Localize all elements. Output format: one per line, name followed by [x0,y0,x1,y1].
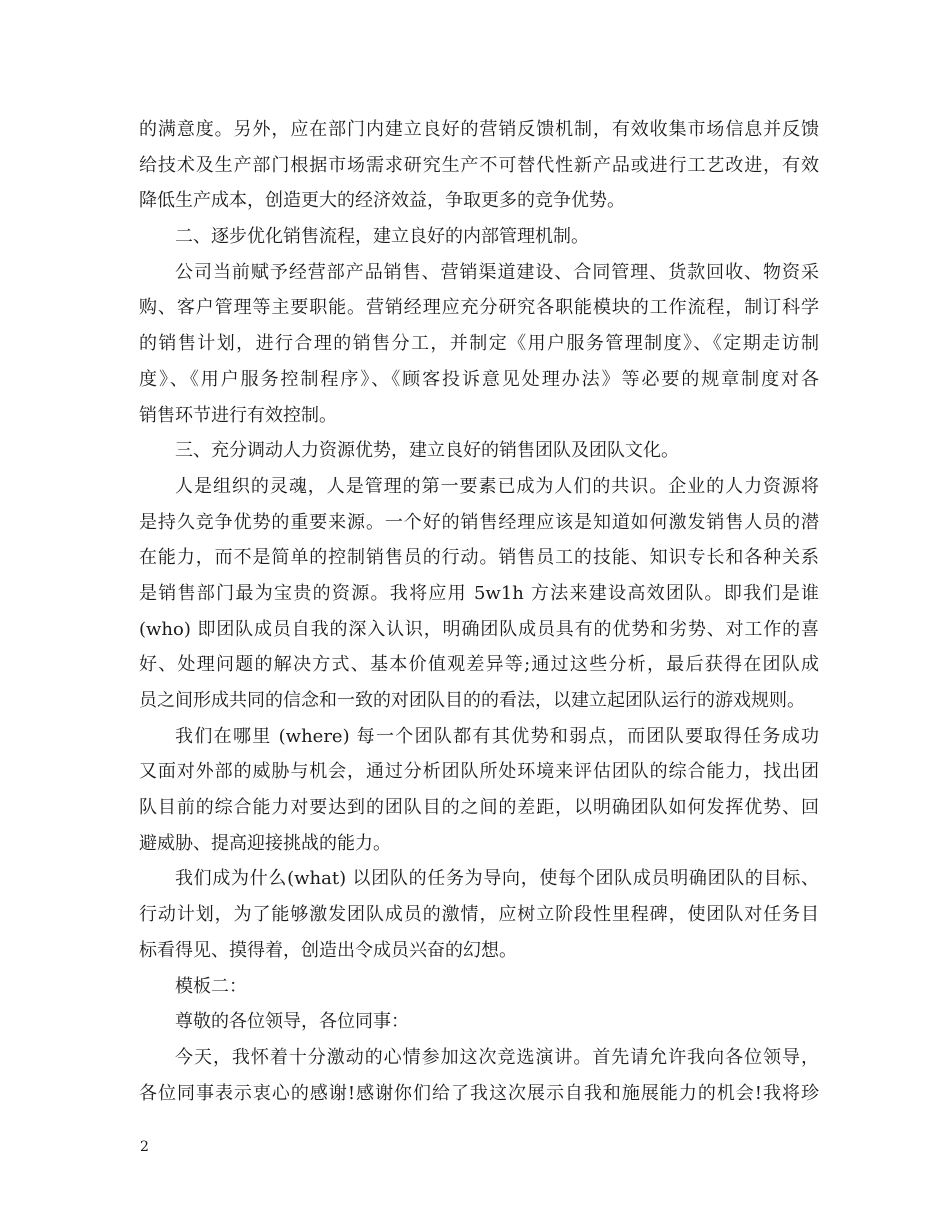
document-body [139,112,819,1111]
text-line: 各位同事表示衷心的感谢!感谢你们给了我这次展示自我和施展能力的机会!我将珍 [139,1082,819,1104]
text-line: 的销售计划，进行合理的销售分工，并制定《用户服务管理制度》、《定期走访制 [139,333,819,355]
text-line: 公司当前赋予经营部产品销售、营销渠道建设、合同管理、货款回收、物资采 [175,261,819,283]
text-line: 在能力，而不是简单的控制销售员的行动。销售员工的技能、知识专长和各种关系 [139,547,819,569]
text-line: 又面对外部的威胁与机会，通过分析团队所处环境来评估团队的综合能力，找出团 [139,761,819,783]
salutation: 尊敬的各位领导，各位同事： [175,1011,409,1033]
text-line: 度》、《用户服务控制程序》、《顾客投诉意见处理办法》等必要的规章制度对各 [139,368,819,390]
section-heading: 三、充分调动人力资源优势，建立良好的销售团队及团队文化。 [175,440,679,462]
text-line: 队目前的综合能力对要达到的团队目的之间的差距，以明确团队如何发挥优势、回 [139,797,819,819]
section-heading: 模板二： [175,975,247,997]
text-line: 人是组织的灵魂，人是管理的第一要素已成为人们的共识。企业的人力资源将 [175,475,819,497]
text-line: 我们成为什么(what) 以团队的任务为导向，使每个团队成员明确团队的目标、 [175,868,819,890]
text-line: 员之间形成共同的信念和一致的对团队目的的看法，以建立起团队运行的游戏规则。 [139,690,805,711]
text-line: 购、客户管理等主要职能。营销经理应充分研究各职能模块的工作流程，制订科学 [139,297,819,319]
text-line: (who) 即团队成员自我的深入认识，明确团队成员具有的优势和劣势、对工作的喜 [139,618,819,640]
text-line: 今天，我怀着十分激动的心情参加这次竞选演讲。首先请允许我向各位领导， [175,1046,819,1068]
text-line: 的满意度。另外，应在部门内建立良好的营销反馈机制，有效收集市场信息并反馈 [139,119,819,140]
text-line: 是持久竞争优势的重要来源。一个好的销售经理应该是知道如何激发销售人员的潜 [139,511,819,533]
text-line: 避威胁、提高迎接挑战的能力。 [139,832,391,854]
text-line: 好、处理问题的解决方式、基本价值观差异等;通过这些分析，最后获得在团队成 [139,654,819,676]
text-line: 我们在哪里 (where) 每一个团队都有其优势和弱点，而团队要取得任务成功 [175,725,819,747]
text-line: 行动计划，为了能够激发团队成员的激情，应树立阶段性里程碑，使团队对任务目 [139,904,819,926]
text-line: 给技术及生产部门根据市场需求研究生产不可替代性新产品或进行工艺改进，有效 [139,154,819,176]
section-heading: 二、逐步优化销售流程，建立良好的内部管理机制。 [175,226,589,248]
text-line: 是销售部门最为宝贵的资源。我将应用 5w1h 方法来建设高效团队。即我们是谁 [139,582,819,604]
text-line: 降低生产成本，创造更大的经济效益，争取更多的竞争优势。 [139,190,625,212]
text-line: 销售环节进行有效控制。 [139,404,337,426]
page-number: 2 [140,1139,149,1155]
text-line: 标看得见、摸得着，创造出令成员兴奋的幻想。 [139,939,517,961]
